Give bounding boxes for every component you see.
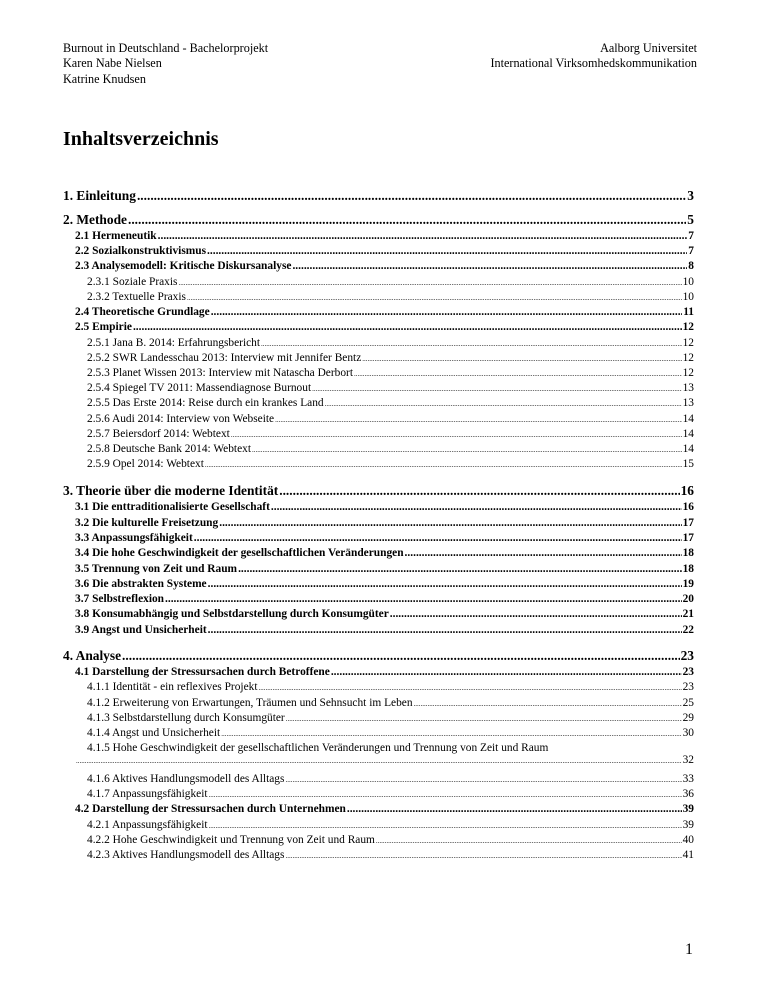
toc-entry[interactable] <box>75 547 694 559</box>
toc-dot-leader <box>208 624 682 636</box>
toc-entry[interactable] <box>87 337 694 349</box>
toc-entry[interactable] <box>75 306 694 318</box>
toc-dot-leader <box>390 608 682 620</box>
header-project-title: Burnout in Deutschland - Bachelorprojekt <box>63 41 269 55</box>
toc-dot-leader <box>211 306 683 318</box>
toc-entry-title: 4.2.2 Hohe Geschwindigkeit und Trennung von Zeit und Raum <box>87 834 375 846</box>
toc-entry-page: 14 <box>682 428 694 440</box>
toc-entry[interactable] <box>87 413 694 425</box>
toc-entry-page: 14 <box>682 443 694 455</box>
header-author-2: Katrine Knudsen <box>63 71 146 86</box>
toc-entry[interactable] <box>87 382 694 394</box>
toc-entry-page: 17 <box>682 517 694 529</box>
header-program: International Virksomhedskommunikation <box>490 56 697 71</box>
toc-entry-page: 41 <box>682 849 694 861</box>
toc-dot-leader <box>194 532 682 544</box>
toc-entry-page: 33 <box>682 773 694 785</box>
toc-dot-leader <box>405 547 682 559</box>
toc-entry[interactable] <box>75 578 694 590</box>
toc-entry-page: 5 <box>687 212 694 227</box>
toc-entry-title: 2.3.2 Textuelle Praxis <box>87 291 186 303</box>
toc-entry-page: 18 <box>682 547 694 559</box>
toc-dot-leader <box>331 666 682 678</box>
toc-entry-page: 21 <box>682 608 694 620</box>
toc-entry-page: 40 <box>682 834 694 846</box>
toc-entry-page: 12 <box>682 337 694 349</box>
toc-dot-leader <box>325 397 682 409</box>
toc-entry-title: 4.1 Darstellung der Stressursachen durch Betroffene <box>75 666 330 678</box>
toc-dot-leader <box>178 276 681 288</box>
toc-dot-leader <box>347 803 682 815</box>
toc-entry-page: 17 <box>682 532 694 544</box>
toc-entry-page: 19 <box>682 578 694 590</box>
toc-dot-leader <box>137 188 686 204</box>
toc-entry-page: 23 <box>680 648 694 663</box>
toc-entry-title: 2.5.5 Das Erste 2014: Reise durch ein krankes Land <box>87 397 324 409</box>
toc-entry-title: 3. Theorie über die moderne Identität <box>63 483 279 498</box>
toc-entry-title: 3.6 Die abstrakten Systeme <box>75 578 207 590</box>
toc-entry-title: 3.5 Trennung von Zeit und Raum <box>75 563 238 575</box>
toc-entry[interactable] <box>87 697 694 709</box>
toc-entry[interactable] <box>75 593 694 605</box>
toc-entry-title: 2.5.4 Spiegel TV 2011: Massendiagnose Burnout <box>87 382 312 394</box>
toc-entry[interactable] <box>87 742 694 766</box>
toc-entry-title: 3.2 Die kulturelle Freisetzung <box>75 517 219 529</box>
toc-entry-page: 32 <box>682 754 694 766</box>
toc-entry[interactable] <box>63 188 694 204</box>
toc-entry-title: 3.8 Konsumabhängig und Selbstdarstellung durch Konsumgüter <box>75 608 389 620</box>
toc-dot-leader <box>187 291 682 303</box>
toc-entry-title: 4.1.4 Angst und Unsicherheit <box>87 727 221 739</box>
toc-dot-leader <box>271 501 682 513</box>
toc-entry-title: 4.1.1 Identität - ein reflexives Projekt <box>87 681 258 693</box>
toc-entry-page: 8 <box>688 260 694 272</box>
toc-entry-title: 3.4 Die hohe Geschwindigkeit der gesellschaftlichen Veränderungen <box>75 547 404 559</box>
toc-entry[interactable] <box>87 788 694 800</box>
toc-entry[interactable] <box>87 276 694 288</box>
toc-entry-page: 39 <box>682 819 694 831</box>
toc-entry[interactable] <box>75 608 694 620</box>
toc-entry-page: 3 <box>687 188 694 203</box>
toc-dot-leader <box>205 458 682 470</box>
toc-entry-page: 30 <box>682 727 694 739</box>
toc-dot-leader <box>128 212 686 228</box>
toc-dot-leader <box>376 834 682 846</box>
toc-entry-title: 2.5 Empirie <box>75 321 132 333</box>
toc-entry-title: 2.5.2 SWR Landesschau 2013: Interview mit Jennifer Bentz <box>87 352 362 364</box>
toc-dot-leader <box>219 517 681 529</box>
toc-entry-page: 18 <box>682 563 694 575</box>
toc-entry-page: 13 <box>682 397 694 409</box>
toc-entry[interactable] <box>87 681 694 693</box>
toc-entry-title: 2.5.1 Jana B. 2014: Erfahrungsbericht <box>87 337 261 349</box>
toc-dot-leader <box>133 321 682 333</box>
toc-dot-leader <box>158 230 688 242</box>
toc-dot-leader <box>209 819 682 831</box>
toc-entry[interactable] <box>87 849 694 861</box>
toc-entry-page: 14 <box>682 413 694 425</box>
toc-dot-leader <box>207 245 687 257</box>
toc-entry-page: 25 <box>682 697 694 709</box>
toc-entry-title: 2.5.3 Planet Wissen 2013: Interview mit Natascha Derbort <box>87 367 353 379</box>
toc-dot-leader <box>285 773 681 785</box>
toc-entry-page: 7 <box>688 230 694 242</box>
toc-entry-title: 2.5.8 Deutsche Bank 2014: Webtext <box>87 443 252 455</box>
toc-entry-title: 4. Analyse <box>63 648 122 663</box>
header-author-1: Karen Nabe Nielsen <box>63 56 162 71</box>
toc-entry-page: 39 <box>682 803 694 815</box>
page-number: 1 <box>685 941 693 958</box>
toc-entry[interactable] <box>75 230 694 242</box>
toc-entry[interactable] <box>75 624 694 636</box>
toc-entry[interactable] <box>75 321 694 333</box>
toc-entry[interactable] <box>87 712 694 724</box>
toc-entry-page: 29 <box>682 712 694 724</box>
toc-entry-title: 4.1.6 Aktives Handlungsmodell des Alltags <box>87 773 285 785</box>
toc-entry-title: 3.9 Angst und Unsicherheit <box>75 624 207 636</box>
toc-dot-leader <box>292 260 687 272</box>
toc-entry[interactable] <box>75 803 694 815</box>
toc-dot-leader <box>76 754 682 766</box>
toc-entry-title: 2.5.9 Opel 2014: Webtext <box>87 458 204 470</box>
toc-dot-leader <box>286 712 682 724</box>
toc-entry-page: 36 <box>682 788 694 800</box>
toc-entry-title: 2.5.6 Audi 2014: Interview von Webseite <box>87 413 275 425</box>
toc-dot-leader <box>122 648 680 664</box>
toc-entry-page: 12 <box>682 321 694 333</box>
toc-entry-title: 4.2.1 Anpassungsfähigkeit <box>87 819 208 831</box>
toc-entry[interactable] <box>87 367 694 379</box>
toc-dot-leader <box>312 382 682 394</box>
toc-dot-leader <box>362 352 681 364</box>
toc-entry[interactable] <box>63 483 694 499</box>
toc-entry[interactable] <box>87 458 694 470</box>
toc-entry-title: 2.4 Theoretische Grundlage <box>75 306 210 318</box>
toc-entry[interactable] <box>87 727 694 739</box>
toc-dot-leader <box>279 483 679 499</box>
toc-entry-page: 13 <box>682 382 694 394</box>
toc-entry-page: 10 <box>682 291 694 303</box>
toc-entry-title: 4.1.7 Anpassungsfähigkeit <box>87 788 208 800</box>
toc-dot-leader <box>354 367 682 379</box>
toc-entry-title: 4.1.3 Selbstdarstellung durch Konsumgüter <box>87 712 285 724</box>
toc-dot-leader <box>285 849 681 861</box>
toc-entry-page: 20 <box>682 593 694 605</box>
toc-entry-title: 1. Einleitung <box>63 188 136 203</box>
toc-entry-page: 23 <box>682 681 694 693</box>
toc-entry[interactable] <box>75 501 694 513</box>
toc-dot-leader <box>208 578 682 590</box>
toc-entry[interactable] <box>87 428 694 440</box>
toc-entry[interactable] <box>75 563 694 575</box>
toc-entry[interactable] <box>75 245 694 257</box>
toc-entry[interactable] <box>87 352 694 364</box>
toc-dot-leader <box>252 443 682 455</box>
toc-dot-leader <box>414 697 682 709</box>
toc-entry-title: 4.1.5 Hohe Geschwindigkeit der gesellschaftlichen Veränderungen und Trennung von Zeit und Raum <box>87 742 549 754</box>
toc-entry[interactable] <box>75 517 694 529</box>
toc-entry[interactable] <box>75 532 694 544</box>
toc-entry[interactable] <box>87 819 694 831</box>
toc-dot-leader <box>231 428 682 440</box>
toc-entry-title: 2.3 Analysemodell: Kritische Diskursanalyse <box>75 260 292 272</box>
toc-entry[interactable] <box>75 666 694 678</box>
toc-entry[interactable] <box>63 212 694 228</box>
toc-entry-title: 2. Methode <box>63 212 127 227</box>
toc-entry-page: 15 <box>682 458 694 470</box>
toc-entry-title: 2.5.7 Beiersdorf 2014: Webtext <box>87 428 230 440</box>
toc-entry-page: 12 <box>682 367 694 379</box>
toc-entry-title: 3.1 Die enttraditionalisierte Gesellschaft <box>75 501 270 513</box>
toc-entry-title: 3.3 Anpassungsfähigkeit <box>75 532 193 544</box>
toc-entry-page: 10 <box>682 276 694 288</box>
toc-entry[interactable] <box>87 397 694 409</box>
toc-dot-leader <box>261 337 682 349</box>
toc-entry-page: 22 <box>682 624 694 636</box>
toc-entry-page: 23 <box>682 666 694 678</box>
toc-entry-title: 2.1 Hermeneutik <box>75 230 157 242</box>
toc-entry[interactable] <box>87 773 694 785</box>
toc-dot-leader <box>238 563 682 575</box>
toc-entry-title: 2.3.1 Soziale Praxis <box>87 276 178 288</box>
toc-entry[interactable] <box>63 648 694 664</box>
toc-title: Inhaltsverzeichnis <box>63 128 219 150</box>
toc-entry-page: 11 <box>683 306 694 318</box>
toc-dot-leader <box>259 681 682 693</box>
toc-entry[interactable] <box>87 834 694 846</box>
header-university: Aalborg Universitet <box>600 41 697 55</box>
toc-entry-page: 16 <box>682 501 694 513</box>
toc-entry-page: 12 <box>682 352 694 364</box>
toc-entry-page: 7 <box>688 245 694 257</box>
toc-entry[interactable] <box>87 291 694 303</box>
toc-dot-leader <box>209 788 682 800</box>
toc-dot-leader <box>165 593 682 605</box>
toc-entry-title: 4.2 Darstellung der Stressursachen durch Unternehmen <box>75 803 346 815</box>
toc-entry-title: 3.7 Selbstreflexion <box>75 593 165 605</box>
toc-entry-title: 4.1.2 Erweiterung von Erwartungen, Träumen und Sehnsucht im Leben <box>87 697 413 709</box>
toc-entry-title: 2.2 Sozialkonstruktivismus <box>75 245 207 257</box>
toc-dot-leader <box>221 727 681 739</box>
toc-entry-title: 4.2.3 Aktives Handlungsmodell des Alltags <box>87 849 285 861</box>
toc-entry[interactable] <box>87 443 694 455</box>
toc-entry-page: 16 <box>680 483 694 498</box>
toc-dot-leader <box>275 413 682 425</box>
toc-entry[interactable] <box>75 260 694 272</box>
